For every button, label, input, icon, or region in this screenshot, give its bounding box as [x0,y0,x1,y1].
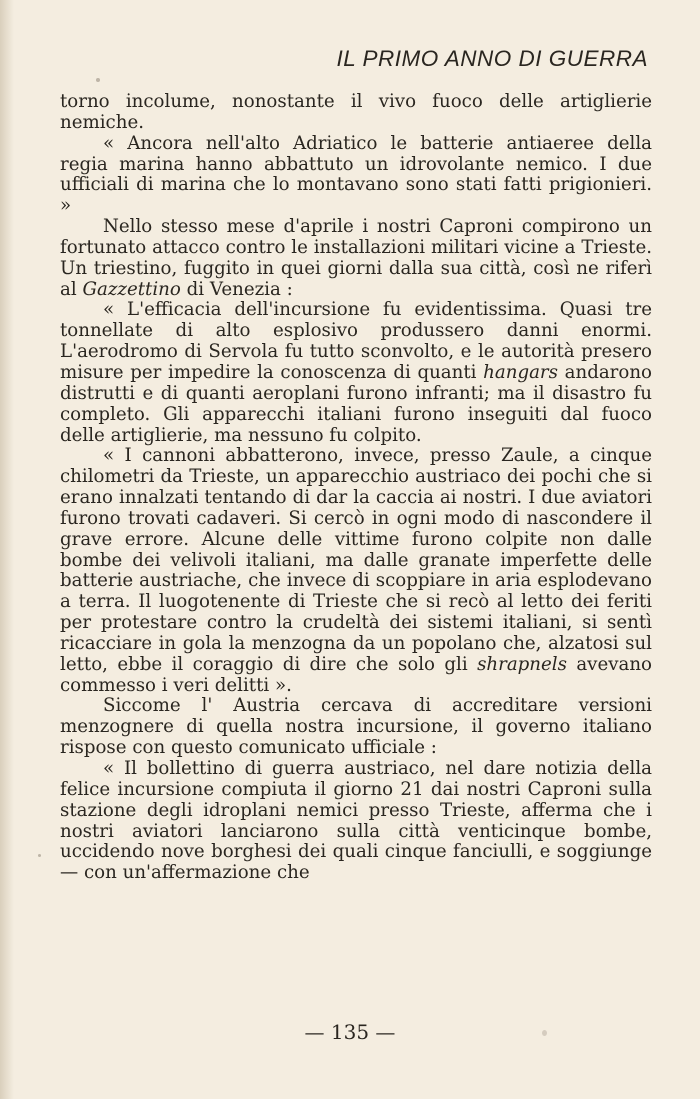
text-run: « L'efficacia dell'incursione fu evidentissima. Quasi tre tonnellate di alto esplosivo produssero danni enormi. L'aerodromo di Servola fu tutto sconvolto, e le autorità presero misure per impedire la conoscenza di quanti [60,299,652,383]
text-run: torno incolume, nonostante il vivo fuoco delle artiglierie nemiche. [60,91,652,133]
paper-speck [38,854,41,857]
paragraph [60,300,652,446]
italic-text: Gazzettino [82,278,181,300]
text-run: « Ancora nell'alto Adriatico le batterie antiaeree della regia marina hanno abbattuto un idrovolante nemico. I due ufficiali di marina che lo montavano sono stati fatti prigionieri. » [60,132,652,217]
body-text [60,92,652,884]
text-run: avevano commesso i veri delitti ». [60,653,653,696]
paragraph [60,446,652,696]
running-head: IL PRIMO ANNO DI GUERRA [336,46,648,71]
text-run: di Venezia : [180,278,293,300]
paragraph [60,134,652,217]
paragraph [60,696,652,759]
binding-edge [0,0,14,1099]
text-run: « I cannoni abbatterono, invece, presso Zaule, a cinque chilometri da Trieste, un apparecchio austriaco dei pochi che si erano innalzati tentando di dar la caccia ai nostri. I due aviatori furono trovati cadaveri. Si cercò in ogni modo di nascondere il grave errore. Alcune delle vittime furono colpite non dalle bombe dei velivoli italiani, ma dalle granate imperfette delle batterie austriache, che invece di scoppiare in aria esplodevano a terra. Il luogotenente di Trieste che si recò al letto dei feriti per protestare contro la crudeltà dei sistemi italiani, si sentì ricacciare in gola la menzogna da un popolano che, alzatosi sul letto, ebbe il coraggio di dire che solo gli [60,445,652,675]
paragraph [60,759,652,884]
italic-text: shrapnels [477,653,567,675]
paragraph [60,217,652,300]
text-run: Siccome l' Austria cercava di accreditare versioni menzognere di quella nostra incursione, il governo italiano rispose con questo comunicato ufficiale : [60,695,652,759]
text-run: « Il bollettino di guerra austriaco, nel dare notizia della felice incursione compiuta il giorno 21 dai nostri Caproni sulla stazione degli idroplani nemici presso Trieste, afferma che i nostri aviatori lanciarono sulla città venticinque bombe, uccidendo nove borghesi dei quali cinque fanciulli, e soggiunge — con un'affermazione che [60,758,652,884]
italic-text: hangars [483,361,558,383]
text-run: andarono distrutti e di quanti aeroplani furono infranti; ma il disastro fu completo. Gli apparecchi italiani furono inseguiti dal fuoco delle artiglierie, ma nessuno fu colpito. [60,361,652,446]
page-number: — 135 — [304,1020,396,1044]
paragraph [60,92,652,134]
paper-speck [96,78,100,82]
text-run: Nello stesso mese d'aprile i nostri Caproni compirono un fortunato attacco contro le installazioni militari vicine a Trieste. Un triestino, fuggito in quei giorni dalla sua città, così ne riferì al [60,216,652,300]
